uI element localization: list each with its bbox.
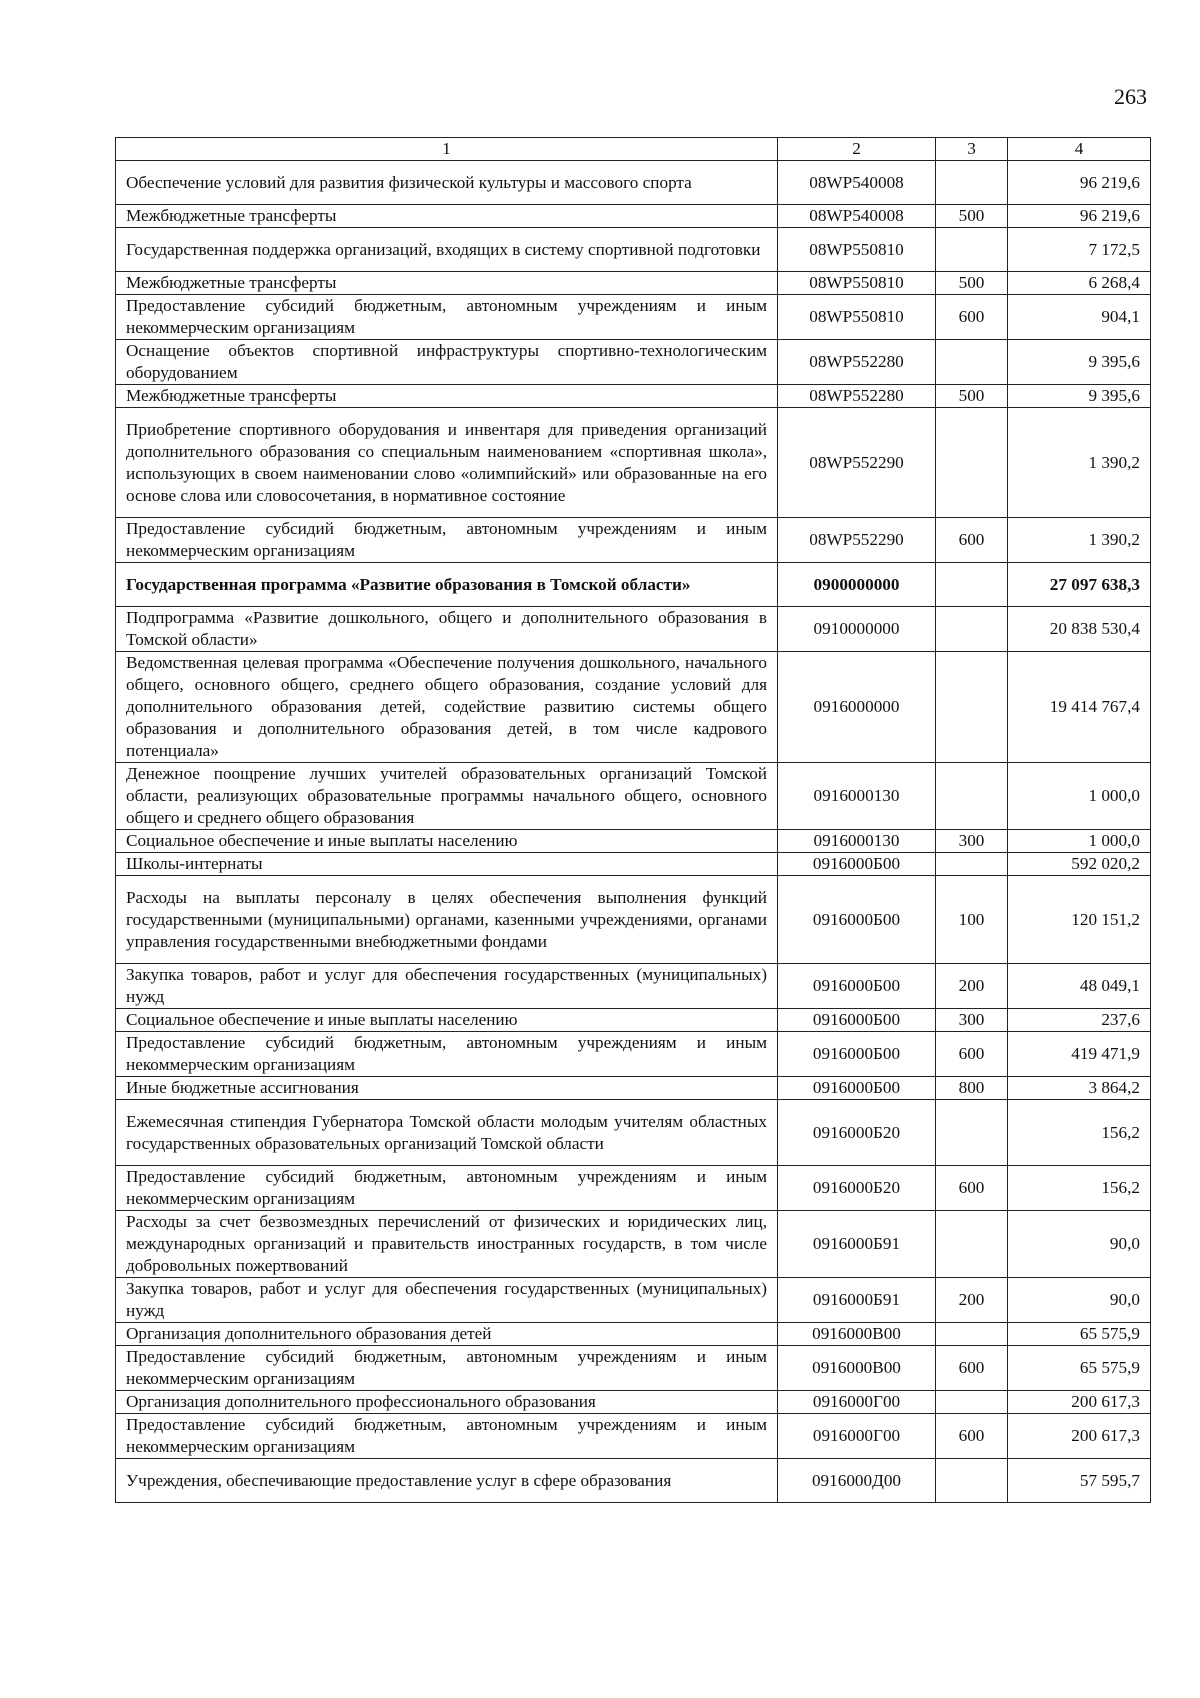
row-amount-cell: 65 575,9: [1008, 1346, 1151, 1391]
row-amount-cell: 90,0: [1008, 1278, 1151, 1323]
row-amount-cell: 57 595,7: [1008, 1459, 1151, 1503]
table-row: [116, 1077, 1151, 1100]
row-amount-cell: 27 097 638,3: [1008, 563, 1151, 607]
header-col-1: 1: [116, 138, 778, 161]
row-amount-cell: 96 219,6: [1008, 161, 1151, 205]
row-code-cell: 0916000В00: [778, 1346, 936, 1391]
row-amount-cell: 9 395,6: [1008, 340, 1151, 385]
row-amount-cell: 237,6: [1008, 1009, 1151, 1032]
row-code-cell: 0916000Г00: [778, 1391, 936, 1414]
row-name-cell: Расходы на выплаты персоналу в целях обеспечения выполнения функций государственными (муниципальными) органами, казенными учреждениями, органами управления государственными внебюджетными фондами: [116, 876, 778, 964]
row-name-cell: Организация дополнительного профессионального образования: [116, 1391, 778, 1414]
row-name-cell: Расходы за счет безвозмездных перечислений от физических и юридических лиц, международных организаций и правительств иностранных государств, в том числе добровольных пожертвований: [116, 1211, 778, 1278]
row-name-cell: Организация дополнительного образования детей: [116, 1323, 778, 1346]
row-name-cell: Подпрограмма «Развитие дошкольного, общего и дополнительного образования в Томской области»: [116, 607, 778, 652]
row-code-cell: 0916000130: [778, 763, 936, 830]
row-code-cell: 0916000В00: [778, 1323, 936, 1346]
row-name-cell: Государственная программа «Развитие образования в Томской области»: [116, 563, 778, 607]
row-code-cell: 08WP540008: [778, 161, 936, 205]
table-row: [116, 853, 1151, 876]
row-name-cell: Межбюджетные трансферты: [116, 272, 778, 295]
table-body: [116, 161, 1151, 1503]
table-row: [116, 1166, 1151, 1211]
row-type-cell: [936, 228, 1008, 272]
row-amount-cell: 200 617,3: [1008, 1391, 1151, 1414]
budget-table: [115, 137, 1151, 1503]
row-type-cell: [936, 340, 1008, 385]
table-row: [116, 1009, 1151, 1032]
table-row: [116, 652, 1151, 763]
row-amount-cell: 48 049,1: [1008, 964, 1151, 1009]
row-name-cell: Денежное поощрение лучших учителей образовательных организаций Томской области, реализующих образовательные программы начального общего, основного общего и среднего общего образования: [116, 763, 778, 830]
header-row: [116, 138, 1151, 161]
table-row: [116, 408, 1151, 518]
table-row: [116, 1391, 1151, 1414]
row-code-cell: 0916000Б20: [778, 1100, 936, 1166]
row-name-cell: Государственная поддержка организаций, входящих в систему спортивной подготовки: [116, 228, 778, 272]
row-type-cell: 600: [936, 1414, 1008, 1459]
row-code-cell: 08WP552290: [778, 518, 936, 563]
row-amount-cell: 592 020,2: [1008, 853, 1151, 876]
table-row: [116, 340, 1151, 385]
table-row: [116, 563, 1151, 607]
row-type-cell: 200: [936, 964, 1008, 1009]
row-amount-cell: 7 172,5: [1008, 228, 1151, 272]
row-code-cell: 0916000Б00: [778, 1077, 936, 1100]
row-amount-cell: 1 390,2: [1008, 408, 1151, 518]
row-name-cell: Учреждения, обеспечивающие предоставление услуг в сфере образования: [116, 1459, 778, 1503]
table-row: [116, 1459, 1151, 1503]
table-row: [116, 295, 1151, 340]
header-col-4: 4: [1008, 138, 1151, 161]
row-name-cell: Обеспечение условий для развития физической культуры и массового спорта: [116, 161, 778, 205]
row-name-cell: Школы-интернаты: [116, 853, 778, 876]
row-code-cell: 08WP550810: [778, 228, 936, 272]
row-amount-cell: 96 219,6: [1008, 205, 1151, 228]
row-amount-cell: 120 151,2: [1008, 876, 1151, 964]
row-name-cell: Иные бюджетные ассигнования: [116, 1077, 778, 1100]
table-row: [116, 205, 1151, 228]
row-code-cell: 0910000000: [778, 607, 936, 652]
row-type-cell: 600: [936, 518, 1008, 563]
row-code-cell: 0916000Б00: [778, 964, 936, 1009]
row-type-cell: [936, 1211, 1008, 1278]
row-name-cell: Оснащение объектов спортивной инфраструктуры спортивно-технологическим оборудованием: [116, 340, 778, 385]
row-amount-cell: 9 395,6: [1008, 385, 1151, 408]
row-amount-cell: 156,2: [1008, 1100, 1151, 1166]
row-type-cell: [936, 1459, 1008, 1503]
row-type-cell: [936, 1100, 1008, 1166]
row-type-cell: 300: [936, 830, 1008, 853]
row-name-cell: Предоставление субсидий бюджетным, автономным учреждениям и иным некоммерческим организациям: [116, 1346, 778, 1391]
row-code-cell: 0916000Б00: [778, 876, 936, 964]
table-row: [116, 385, 1151, 408]
row-type-cell: 600: [936, 1346, 1008, 1391]
row-type-cell: 100: [936, 876, 1008, 964]
row-code-cell: 0916000130: [778, 830, 936, 853]
row-name-cell: Ежемесячная стипендия Губернатора Томской области молодым учителям областных государственных образовательных организаций Томской области: [116, 1100, 778, 1166]
row-amount-cell: 1 390,2: [1008, 518, 1151, 563]
row-code-cell: 0916000Б00: [778, 853, 936, 876]
row-type-cell: [936, 763, 1008, 830]
row-type-cell: [936, 563, 1008, 607]
row-name-cell: Приобретение спортивного оборудования и инвентаря для приведения организаций дополнительного образования со специальным наименованием «спортивная школа», использующих в своем наименовании слово «олимпийский» или образованные на его основе слова или словосочетания, в нормативное состояние: [116, 408, 778, 518]
row-name-cell: Предоставление субсидий бюджетным, автономным учреждениям и иным некоммерческим организациям: [116, 518, 778, 563]
row-amount-cell: 200 617,3: [1008, 1414, 1151, 1459]
row-code-cell: 0916000000: [778, 652, 936, 763]
row-type-cell: [936, 161, 1008, 205]
row-type-cell: [936, 652, 1008, 763]
row-name-cell: Ведомственная целевая программа «Обеспечение получения дошкольного, начального общего, основного общего, среднего общего образования, создание условий для дополнительного образования детей, содействие развитию системы общего образования и дополнительного образования детей, в том числе кадрового потенциала»: [116, 652, 778, 763]
row-name-cell: Предоставление субсидий бюджетным, автономным учреждениям и иным некоммерческим организациям: [116, 1414, 778, 1459]
table-row: [116, 964, 1151, 1009]
table-row: [116, 1414, 1151, 1459]
row-name-cell: Социальное обеспечение и иные выплаты населению: [116, 830, 778, 853]
row-code-cell: 0916000Б91: [778, 1211, 936, 1278]
row-name-cell: Межбюджетные трансферты: [116, 205, 778, 228]
row-amount-cell: 65 575,9: [1008, 1323, 1151, 1346]
row-name-cell: Социальное обеспечение и иные выплаты населению: [116, 1009, 778, 1032]
header-col-3: 3: [936, 138, 1008, 161]
row-type-cell: 500: [936, 272, 1008, 295]
table-row: [116, 876, 1151, 964]
table-row: [116, 272, 1151, 295]
table-row: [116, 1278, 1151, 1323]
row-code-cell: 08WP552290: [778, 408, 936, 518]
row-code-cell: 08WP540008: [778, 205, 936, 228]
table-row: [116, 1211, 1151, 1278]
row-code-cell: 0916000Д00: [778, 1459, 936, 1503]
table-row: [116, 1323, 1151, 1346]
table-row: [116, 1346, 1151, 1391]
row-code-cell: 0916000Б91: [778, 1278, 936, 1323]
row-type-cell: [936, 607, 1008, 652]
row-type-cell: 800: [936, 1077, 1008, 1100]
table-row: [116, 607, 1151, 652]
row-name-cell: Предоставление субсидий бюджетным, автономным учреждениям и иным некоммерческим организациям: [116, 1032, 778, 1077]
row-code-cell: 0916000Б00: [778, 1032, 936, 1077]
row-amount-cell: 904,1: [1008, 295, 1151, 340]
row-amount-cell: 419 471,9: [1008, 1032, 1151, 1077]
row-amount-cell: 90,0: [1008, 1211, 1151, 1278]
row-code-cell: 0916000Б20: [778, 1166, 936, 1211]
row-name-cell: Закупка товаров, работ и услуг для обеспечения государственных (муниципальных) нужд: [116, 964, 778, 1009]
row-code-cell: 08WP550810: [778, 295, 936, 340]
row-name-cell: Предоставление субсидий бюджетным, автономным учреждениям и иным некоммерческим организациям: [116, 1166, 778, 1211]
row-amount-cell: 1 000,0: [1008, 763, 1151, 830]
table-row: [116, 830, 1151, 853]
row-type-cell: 600: [936, 1032, 1008, 1077]
row-code-cell: 0916000Б00: [778, 1009, 936, 1032]
row-type-cell: 200: [936, 1278, 1008, 1323]
table-row: [116, 228, 1151, 272]
row-code-cell: 08WP552280: [778, 340, 936, 385]
row-type-cell: 300: [936, 1009, 1008, 1032]
row-code-cell: 0900000000: [778, 563, 936, 607]
row-type-cell: 500: [936, 385, 1008, 408]
row-amount-cell: 3 864,2: [1008, 1077, 1151, 1100]
row-type-cell: [936, 1391, 1008, 1414]
table-row: [116, 1100, 1151, 1166]
table-header: [116, 138, 1151, 161]
row-type-cell: [936, 408, 1008, 518]
row-amount-cell: 19 414 767,4: [1008, 652, 1151, 763]
table-row: [116, 763, 1151, 830]
row-code-cell: 08WP552280: [778, 385, 936, 408]
row-amount-cell: 20 838 530,4: [1008, 607, 1151, 652]
row-amount-cell: 156,2: [1008, 1166, 1151, 1211]
row-amount-cell: 1 000,0: [1008, 830, 1151, 853]
row-type-cell: 600: [936, 295, 1008, 340]
table-row: [116, 518, 1151, 563]
table-row: [116, 1032, 1151, 1077]
header-col-2: 2: [778, 138, 936, 161]
row-name-cell: Предоставление субсидий бюджетным, автономным учреждениям и иным некоммерческим организациям: [116, 295, 778, 340]
row-type-cell: 500: [936, 205, 1008, 228]
row-type-cell: [936, 853, 1008, 876]
row-type-cell: [936, 1323, 1008, 1346]
page-number: 263: [1114, 84, 1147, 109]
table-row: [116, 161, 1151, 205]
row-code-cell: 08WP550810: [778, 272, 936, 295]
row-code-cell: 0916000Г00: [778, 1414, 936, 1459]
row-type-cell: 600: [936, 1166, 1008, 1211]
row-amount-cell: 6 268,4: [1008, 272, 1151, 295]
row-name-cell: Межбюджетные трансферты: [116, 385, 778, 408]
row-name-cell: Закупка товаров, работ и услуг для обеспечения государственных (муниципальных) нужд: [116, 1278, 778, 1323]
